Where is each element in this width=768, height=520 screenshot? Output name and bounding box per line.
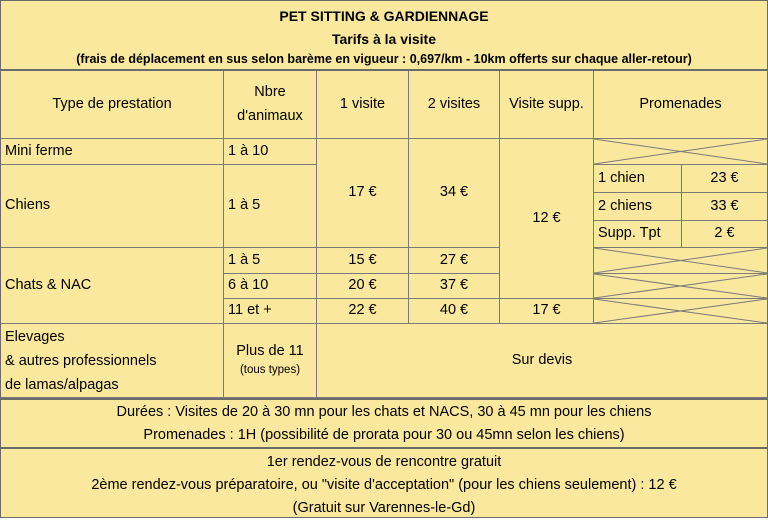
row-label-chats: Chats & NAC (1, 248, 224, 324)
meeting-line2: 2ème rendez-vous préparatoire, ou "visite d'acceptation" (pour les chiens seulement) : 12 € (91, 477, 677, 493)
walk-price-3: 2 € (682, 221, 767, 248)
walk-label-2: 2 chiens (594, 193, 682, 221)
meeting-line3: (Gratuit sur Varennes-le-Gd) (292, 500, 476, 516)
cross-out-icon (594, 299, 767, 324)
chats-two-visits-3: 40 € (409, 299, 500, 324)
chats-two-visits-1: 27 € (409, 248, 500, 274)
col-header-animals-line2: d'animaux (237, 107, 303, 124)
chats-animals-1: 1 à 5 (224, 248, 317, 274)
elevages-label-line3: de lamas/alpagas (5, 376, 119, 393)
cross-out-icon (594, 248, 767, 274)
chats-animals-2: 6 à 10 (224, 274, 317, 299)
chats-one-visit-3: 22 € (317, 299, 409, 324)
elevages-animals (224, 324, 317, 398)
elevages-label-line2: & autres professionnels (5, 352, 157, 369)
row-label-elevages (1, 324, 224, 398)
elevages-animals-line1: Plus de 11 (236, 343, 304, 360)
col-header-animals (224, 71, 317, 139)
shared-extra-visit-price: 12 € (500, 139, 594, 299)
chats-extra-visit-3: 17 € (500, 299, 594, 324)
chats-two-visits-2: 37 € (409, 274, 500, 299)
meeting-note (1, 447, 767, 517)
shared-one-visit-price: 17 € (317, 139, 409, 248)
col-header-extra-visit: Visite supp. (500, 71, 594, 139)
walks-not-applicable-chats-2 (594, 274, 767, 299)
mini-ferme-animals: 1 à 10 (224, 139, 317, 165)
cross-out-icon (594, 274, 767, 299)
elevages-label-line1: Elevages (5, 328, 65, 345)
chats-one-visit-2: 20 € (317, 274, 409, 299)
col-header-type: Type de prestation (1, 71, 224, 139)
durations-note (1, 398, 767, 447)
travel-fee-note: (frais de déplacement en sus selon barème en vigueur : 0,697/km - 10km offerts sur chaque aller-retour) (76, 52, 692, 66)
shared-two-visits-price: 34 € (409, 139, 500, 248)
col-header-one-visit: 1 visite (317, 71, 409, 139)
walk-label-3: Supp. Tpt (594, 221, 682, 248)
chiens-animals: 1 à 5 (224, 165, 317, 248)
row-label-chiens: Chiens (1, 165, 224, 248)
elevages-animals-line2: (tous types) (239, 363, 301, 376)
row-label-mini-ferme: Mini ferme (1, 139, 224, 165)
durations-line1: Durées : Visites de 20 à 30 mn pour les chats et NACS, 30 à 45 mn pour les chiens (116, 404, 652, 420)
page-subtitle: Tarifs à la visite (331, 31, 436, 47)
walk-price-2: 33 € (682, 193, 767, 221)
page-title: PET SITTING & GARDIENNAGE (279, 8, 489, 24)
cross-out-icon (594, 139, 767, 165)
chats-animals-3: 11 et + (224, 299, 317, 324)
walks-not-applicable-chats-3 (594, 299, 767, 324)
walk-label-1: 1 chien (594, 165, 682, 193)
col-header-walks: Promenades (594, 71, 767, 139)
walks-not-applicable-chats-1 (594, 248, 767, 274)
col-header-animals-line1: Nbre (254, 84, 286, 101)
durations-line2: Promenades : 1H (possibilité de prorata pour 30 ou 45mn selon les chiens) (143, 427, 625, 443)
meeting-line1: 1er rendez-vous de rencontre gratuit (266, 454, 502, 470)
col-header-two-visits: 2 visites (409, 71, 500, 139)
elevages-quote: Sur devis (317, 324, 767, 398)
chats-one-visit-1: 15 € (317, 248, 409, 274)
walks-not-applicable-mini-ferme (594, 139, 767, 165)
walk-price-1: 23 € (682, 165, 767, 193)
